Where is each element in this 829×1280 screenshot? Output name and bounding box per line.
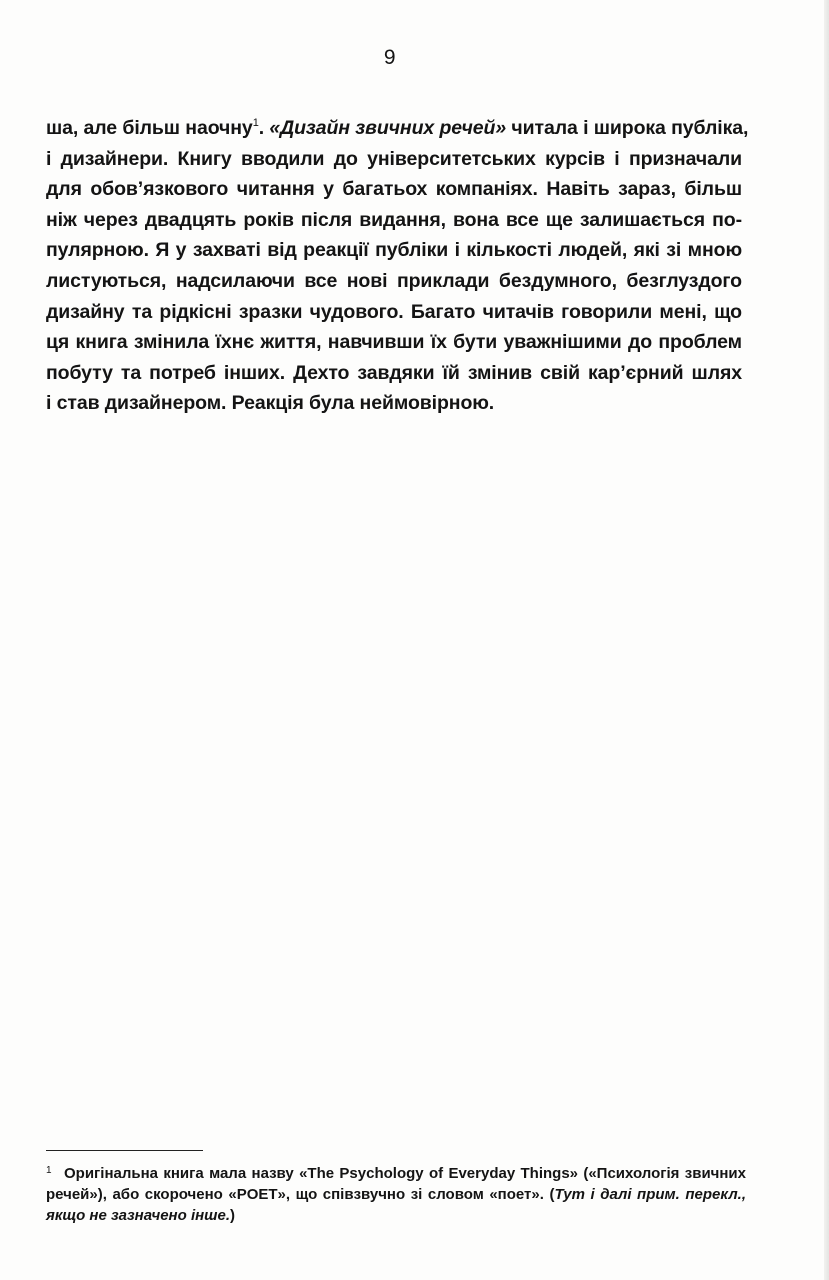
body-line-4: ніж через двадцять років після видання, вона все ще залишається по-: [46, 208, 742, 231]
footnote-line-3-close: ): [230, 1207, 236, 1224]
page-number: 9: [383, 46, 397, 69]
footnote-reference: 1: [252, 117, 259, 129]
footnote-line-2-text: речей»), або скорочено «POET», що співзвучно зі словом «поет». (: [46, 1186, 555, 1203]
body-line-1-start: ша, але більш наочну: [46, 117, 253, 139]
body-line-9: побуту та потреб інших. Дехто завдяки їй змінив свій кар’єрний шлях: [46, 361, 742, 384]
body-line-7: дизайну та рідкісні зразки чудового. Багато читачів говорили мені, що: [46, 300, 742, 323]
footnote: [46, 1163, 746, 1226]
footnote-line-1-text: Оригінальна книга мала назву «The Psychology of Everyday Things» («Психологія звичних: [64, 1165, 746, 1182]
body-line-3: для обов’язкового читання у багатьох компаніях. Навіть зараз, більш: [46, 178, 742, 201]
footnote-divider: [46, 1150, 203, 1151]
body-line-10: і став дизайнером. Реакція була неймовірною.: [46, 392, 495, 415]
body-line-1: [46, 113, 749, 144]
footnote-line-1: 1 Оригінальна книга мала назву «The Psychology of Everyday Things» («Психологія звичних: [46, 1165, 746, 1182]
footnote-line-3: [46, 1205, 746, 1226]
body-line-5: пулярною. Я у захваті від реакції публіки і кількості людей, які зі мною: [46, 239, 742, 262]
footnote-line-2: [46, 1184, 746, 1205]
page-edge: [824, 0, 829, 1280]
footnote-translator-note: Тут і далі прим. перекл.,: [554, 1186, 746, 1203]
footnote-translator-note-cont: якщо не зазначено інше.: [46, 1207, 231, 1224]
book-title-italic: «Дизайн звичних речей»: [269, 117, 507, 139]
body-line-1-punct: .: [258, 117, 270, 139]
body-line-2: і дизайнери. Книгу вводили до університетських курсів і призначали: [46, 147, 742, 170]
body-line-8: ця книга змінила їхнє життя, навчивши їх бути уважнішими до проблем: [46, 331, 742, 354]
body-line-1-end: читала і широка публіка,: [506, 117, 749, 139]
body-line-6: листуються, надсилаючи все нові приклади бездумного, безглуздого: [46, 269, 742, 292]
body-paragraph: [46, 113, 749, 419]
